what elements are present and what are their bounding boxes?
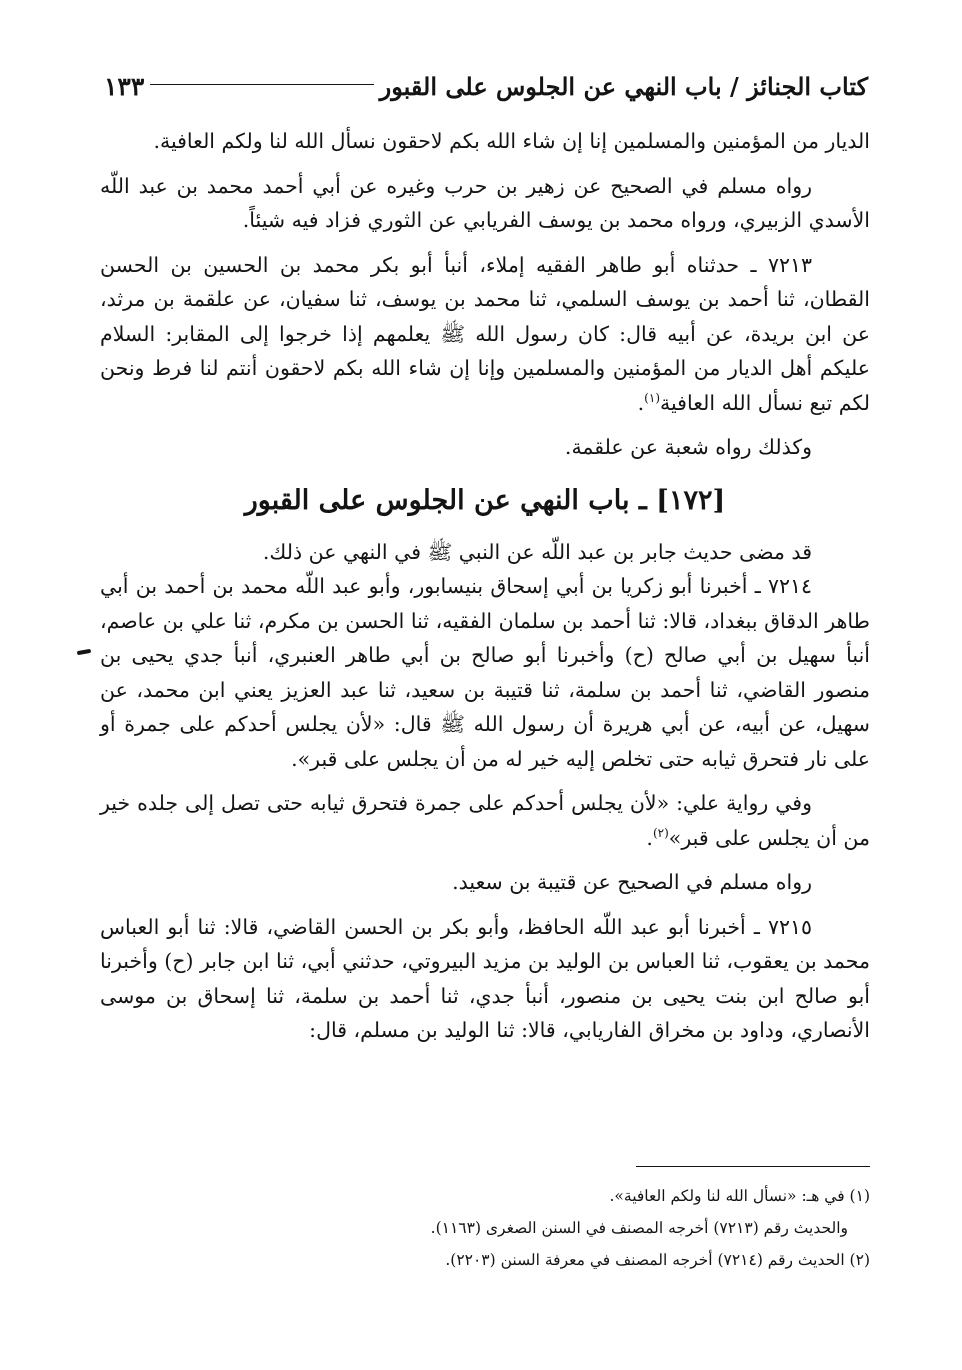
running-header: [104, 66, 868, 106]
hadith-7213-text: ٧٢١٣ ـ حدثناه أبو طاهر الفقيه إملاء، أنبأ أبو بكر محمد بن الحسين بن الحسن القطان، ثنا أحمد بن يوسف السلمي، ثنا محمد بن يوسف، ثنا سفيان، عن علقمة بن مرثد، عن ابن بريدة، عن أبيه قال: كان رسول الله ﷺ يعلمهم إذا خرجوا إلى المقابر: السلام عليكم أهل الديار من المؤمنين والمسلمين وإنا إن شاء الله بكم لاحقون أنتم لنا فرط ونحن لكم تبع نسأل الله العافية: [100, 252, 870, 415]
hadith-7214: ٧٢١٤ ـ أخبرنا أبو زكريا بن أبي إسحاق بنيسابور، وأبو عبد اللّه محمد بن أحمد بن أبي طاهر الدقاق ببغداد، قالا: ثنا أحمد بن سلمان الفقيه، ثنا الحسن بن مكرم، ثنا علي بن عاصم، أنبأ سهيل بن أبي صالح (ح) وأخبرنا أبو صالح بن أبي طاهر العنبري، أنبأ جدي يحيى بن منصور القاضي، ثنا أحمد بن سلمة، ثنا قتيبة بن سعيد، ثنا عبد العزيز يعني ابن محمد، عن سهيل، عن أبيه، عن أبي هريرة أن رسول الله ﷺ قال: «لأن يجلس أحدكم على جمرة أو على نار فتحرق ثيابه حتى تخلص إليه خير له من أن يجلس على قبر».: [100, 574, 870, 771]
footnote-ref[interactable]: (٢): [652, 825, 669, 840]
paragraph: رواه مسلم في الصحيح عن زهير بن حرب وغيره عن أبي أحمد محمد بن عبد اللّه الأسدي الزبيري، ورواه محمد بن يوسف الفريابي عن الثوري فزاد فيه شيئاً.: [100, 173, 870, 232]
paragraph: رواه مسلم في الصحيح عن قتيبة بن سعيد.: [452, 870, 812, 894]
footnote-1-cont: والحديث رقم (٧٢١٣) أخرجه المصنف في السنن الصغرى (١١٦٣).: [430, 1219, 848, 1237]
hadith-7215: ٧٢١٥ ـ أخبرنا أبو عبد اللّه الحافظ، وأبو بكر بن الحسن القاضي، قالا: ثنا أبو العباس محمد بن يعقوب، ثنا العباس بن الوليد بن مزيد البيروتي، حدثني أبي، ثنا ابن جابر (ح) وأخبرنا أبو صالح ابن بنت يحيى بن منصور، أنبأ جدي، ثنا أحمد بن سلمة، ثنا إسحاق بن موسى الأنصاري، وداود بن مخراق الفاريابي، قالا: ثنا الوليد بن مسلم، قال:: [100, 914, 870, 1042]
footnote-2: (٢) الحديث رقم (٧٢١٤) أخرجه المصنف في معرفة السنن (٢٢٠٣).: [445, 1251, 870, 1269]
section-title: [١٧٢] ـ باب النهي عن الجلوس على القبور: [244, 484, 726, 516]
main-text: [100, 124, 870, 1048]
footnote-ref[interactable]: (١): [644, 390, 660, 405]
page-number: ١٣٣: [104, 71, 145, 101]
riwaya-ali: وفي رواية علي: «لأن يجلس أحدكم على جمرة فتحرق ثيابه حتى تصل إلى جلده خير من أن يجلس على قبر»$^{(٢)}$.: [100, 791, 870, 850]
footnote-rule: [636, 1166, 870, 1167]
running-header-title: كتاب الجنائز / باب النهي عن الجلوس على القبور: [379, 71, 868, 101]
footnotes: [100, 1180, 870, 1276]
paragraph: الديار من المؤمنين والمسلمين إنا إن شاء الله بكم لاحقون نسأل الله لنا ولكم العافية.: [153, 129, 870, 153]
header-rule: [150, 66, 373, 85]
margin-mark: [77, 649, 91, 655]
paragraph: وكذلك رواه شعبة عن علقمة.: [564, 435, 812, 459]
paragraph: قد مضى حديث جابر بن عبد اللّه عن النبي ﷺ في النهي عن ذلك.: [262, 539, 812, 564]
riwaya-ali-text: وفي رواية علي: «لأن يجلس أحدكم على جمرة فتحرق ثيابه حتى تصل إلى جلده خير من أن يجلس على قبر»: [100, 791, 870, 850]
hadith-7213: ٧٢١٣ ـ حدثناه أبو طاهر الفقيه إملاء، أنبأ أبو بكر محمد بن الحسين بن الحسن القطان، ثنا أحمد بن يوسف السلمي، ثنا محمد بن يوسف، ثنا سفيان، عن علقمة بن مرثد، عن ابن بريدة، عن أبيه قال: كان رسول الله ﷺ يعلمهم إذا خرجوا إلى المقابر: السلام عليكم أهل الديار من المؤمنين والمسلمين وإنا إن شاء الله بكم لاحقون أنتم لنا فرط ونحن لكم تبع نسأل الله العافية$^{(١)}$.: [100, 252, 870, 415]
footnote-1: (١) في هـ: «نسأل الله لنا ولكم العافية».: [609, 1187, 870, 1205]
